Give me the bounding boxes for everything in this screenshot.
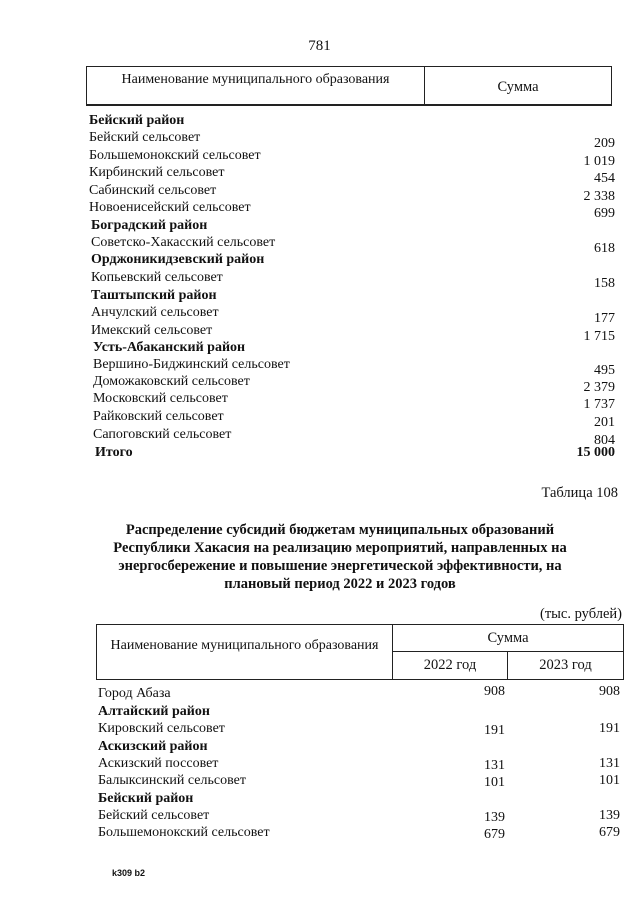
table2-header-year1: 2022 год [393, 651, 508, 679]
table1-row-value: 699 [594, 206, 615, 221]
table2-row-value-2023: 131 [599, 756, 620, 771]
table1-row-label: Доможаковский сельсовет [93, 374, 250, 389]
table1-row-value: 209 [594, 136, 615, 151]
table2-row-value-2023: 908 [599, 684, 620, 699]
table1-row-label: Райковский сельсовет [93, 409, 224, 424]
table2-row-value-2023: 191 [599, 721, 620, 736]
table1-row-value: 2 338 [583, 189, 615, 204]
table2-row-value-2022: 101 [484, 775, 505, 790]
table2-row-value-2023: 139 [599, 808, 620, 823]
table2-header-sum: Сумма [393, 625, 623, 652]
table1-row-value: 618 [594, 241, 615, 256]
table1-row-label: Имекский сельсовет [91, 323, 213, 338]
table2-row-label: Балыксинский сельсовет [98, 773, 246, 788]
table2-row-value-2022: 139 [484, 810, 505, 825]
footer-code: k309 b2 [112, 868, 146, 878]
table1-row-label: Московский сельсовет [93, 391, 228, 406]
table2-row-label: Город Абаза [98, 686, 171, 701]
table1-row-label: Боградский район [91, 218, 208, 233]
table1-row-label: Таштыпский район [91, 288, 217, 303]
table1-row-label: Новоенисейский сельсовет [89, 200, 251, 215]
table1-row-label: Итого [95, 445, 133, 460]
table1-row-value: 1 737 [583, 397, 615, 412]
table1-header [86, 66, 612, 106]
table1-row-value: 201 [594, 415, 615, 430]
table1-row-value: 158 [594, 276, 615, 291]
table1-row-value: 177 [594, 311, 615, 326]
table2-units: (тыс. рублей) [540, 606, 622, 622]
table2-row-value-2022: 191 [484, 723, 505, 738]
table1-row-value: 454 [594, 171, 615, 186]
table2-row-label: Аскизский поссовет [98, 756, 219, 771]
table2-row-label: Алтайский район [98, 704, 210, 719]
table1-row-value: 2 379 [583, 380, 615, 395]
table1-row-value: 15 000 [576, 445, 615, 460]
table2-row-value-2023: 679 [599, 825, 620, 840]
table1-row-label: Кирбинский сельсовет [89, 165, 225, 180]
table2-header-name: Наименование муниципального образования [97, 625, 393, 679]
table2-title: Распределение субсидий бюджетам муниципальных образований Республики Хакасия на реализацию мероприятий, направленных на энергосбережение и повышение энергетической эффективности, на плановый период 2022 и 2023 годов [113, 522, 567, 592]
table1-header-name: Наименование муниципального образования [87, 67, 425, 104]
table1-row-label: Большемонокский сельсовет [89, 148, 261, 163]
table1-row-label: Усть-Абаканский район [93, 340, 246, 355]
table1-row-label: Копьевский сельсовет [91, 270, 223, 285]
table1-row-value: 1 019 [583, 154, 615, 169]
table2-row-label: Бейский район [98, 791, 194, 806]
table2-row-value-2022: 679 [484, 827, 505, 842]
table1-row-label: Вершино-Биджинский сельсовет [93, 357, 290, 372]
table-number: Таблица 108 [541, 485, 618, 501]
table1-row-value: 495 [594, 363, 615, 378]
table2-header [96, 624, 624, 680]
table2-row-value-2022: 908 [484, 684, 505, 699]
table2-row-label: Большемонокский сельсовет [98, 825, 270, 840]
table1-row-label: Советско-Хакасский сельсовет [91, 235, 276, 250]
table1-row-label: Сабинский сельсовет [89, 183, 217, 198]
table1-row-label: Анчулский сельсовет [91, 305, 219, 320]
table1-row-label: Бейский район [89, 113, 185, 128]
table2-header-year2: 2023 год [539, 657, 592, 673]
table2-row-label: Аскизский район [98, 739, 208, 754]
table1-row-value: 804 [594, 433, 615, 448]
table2-row-label: Бейский сельсовет [98, 808, 210, 823]
table1-row-label: Бейский сельсовет [89, 130, 201, 145]
table2-row-label: Кировский сельсовет [98, 721, 225, 736]
table1-header-sum: Сумма [497, 79, 539, 95]
table1-row-label: Орджоникидзевский район [91, 252, 265, 267]
page-number: 781 [308, 38, 331, 54]
table1-row-value: 1 715 [583, 329, 615, 344]
table1-row-label: Сапоговский сельсовет [93, 427, 232, 442]
table2-row-value-2022: 131 [484, 758, 505, 773]
table2-row-value-2023: 101 [599, 773, 620, 788]
